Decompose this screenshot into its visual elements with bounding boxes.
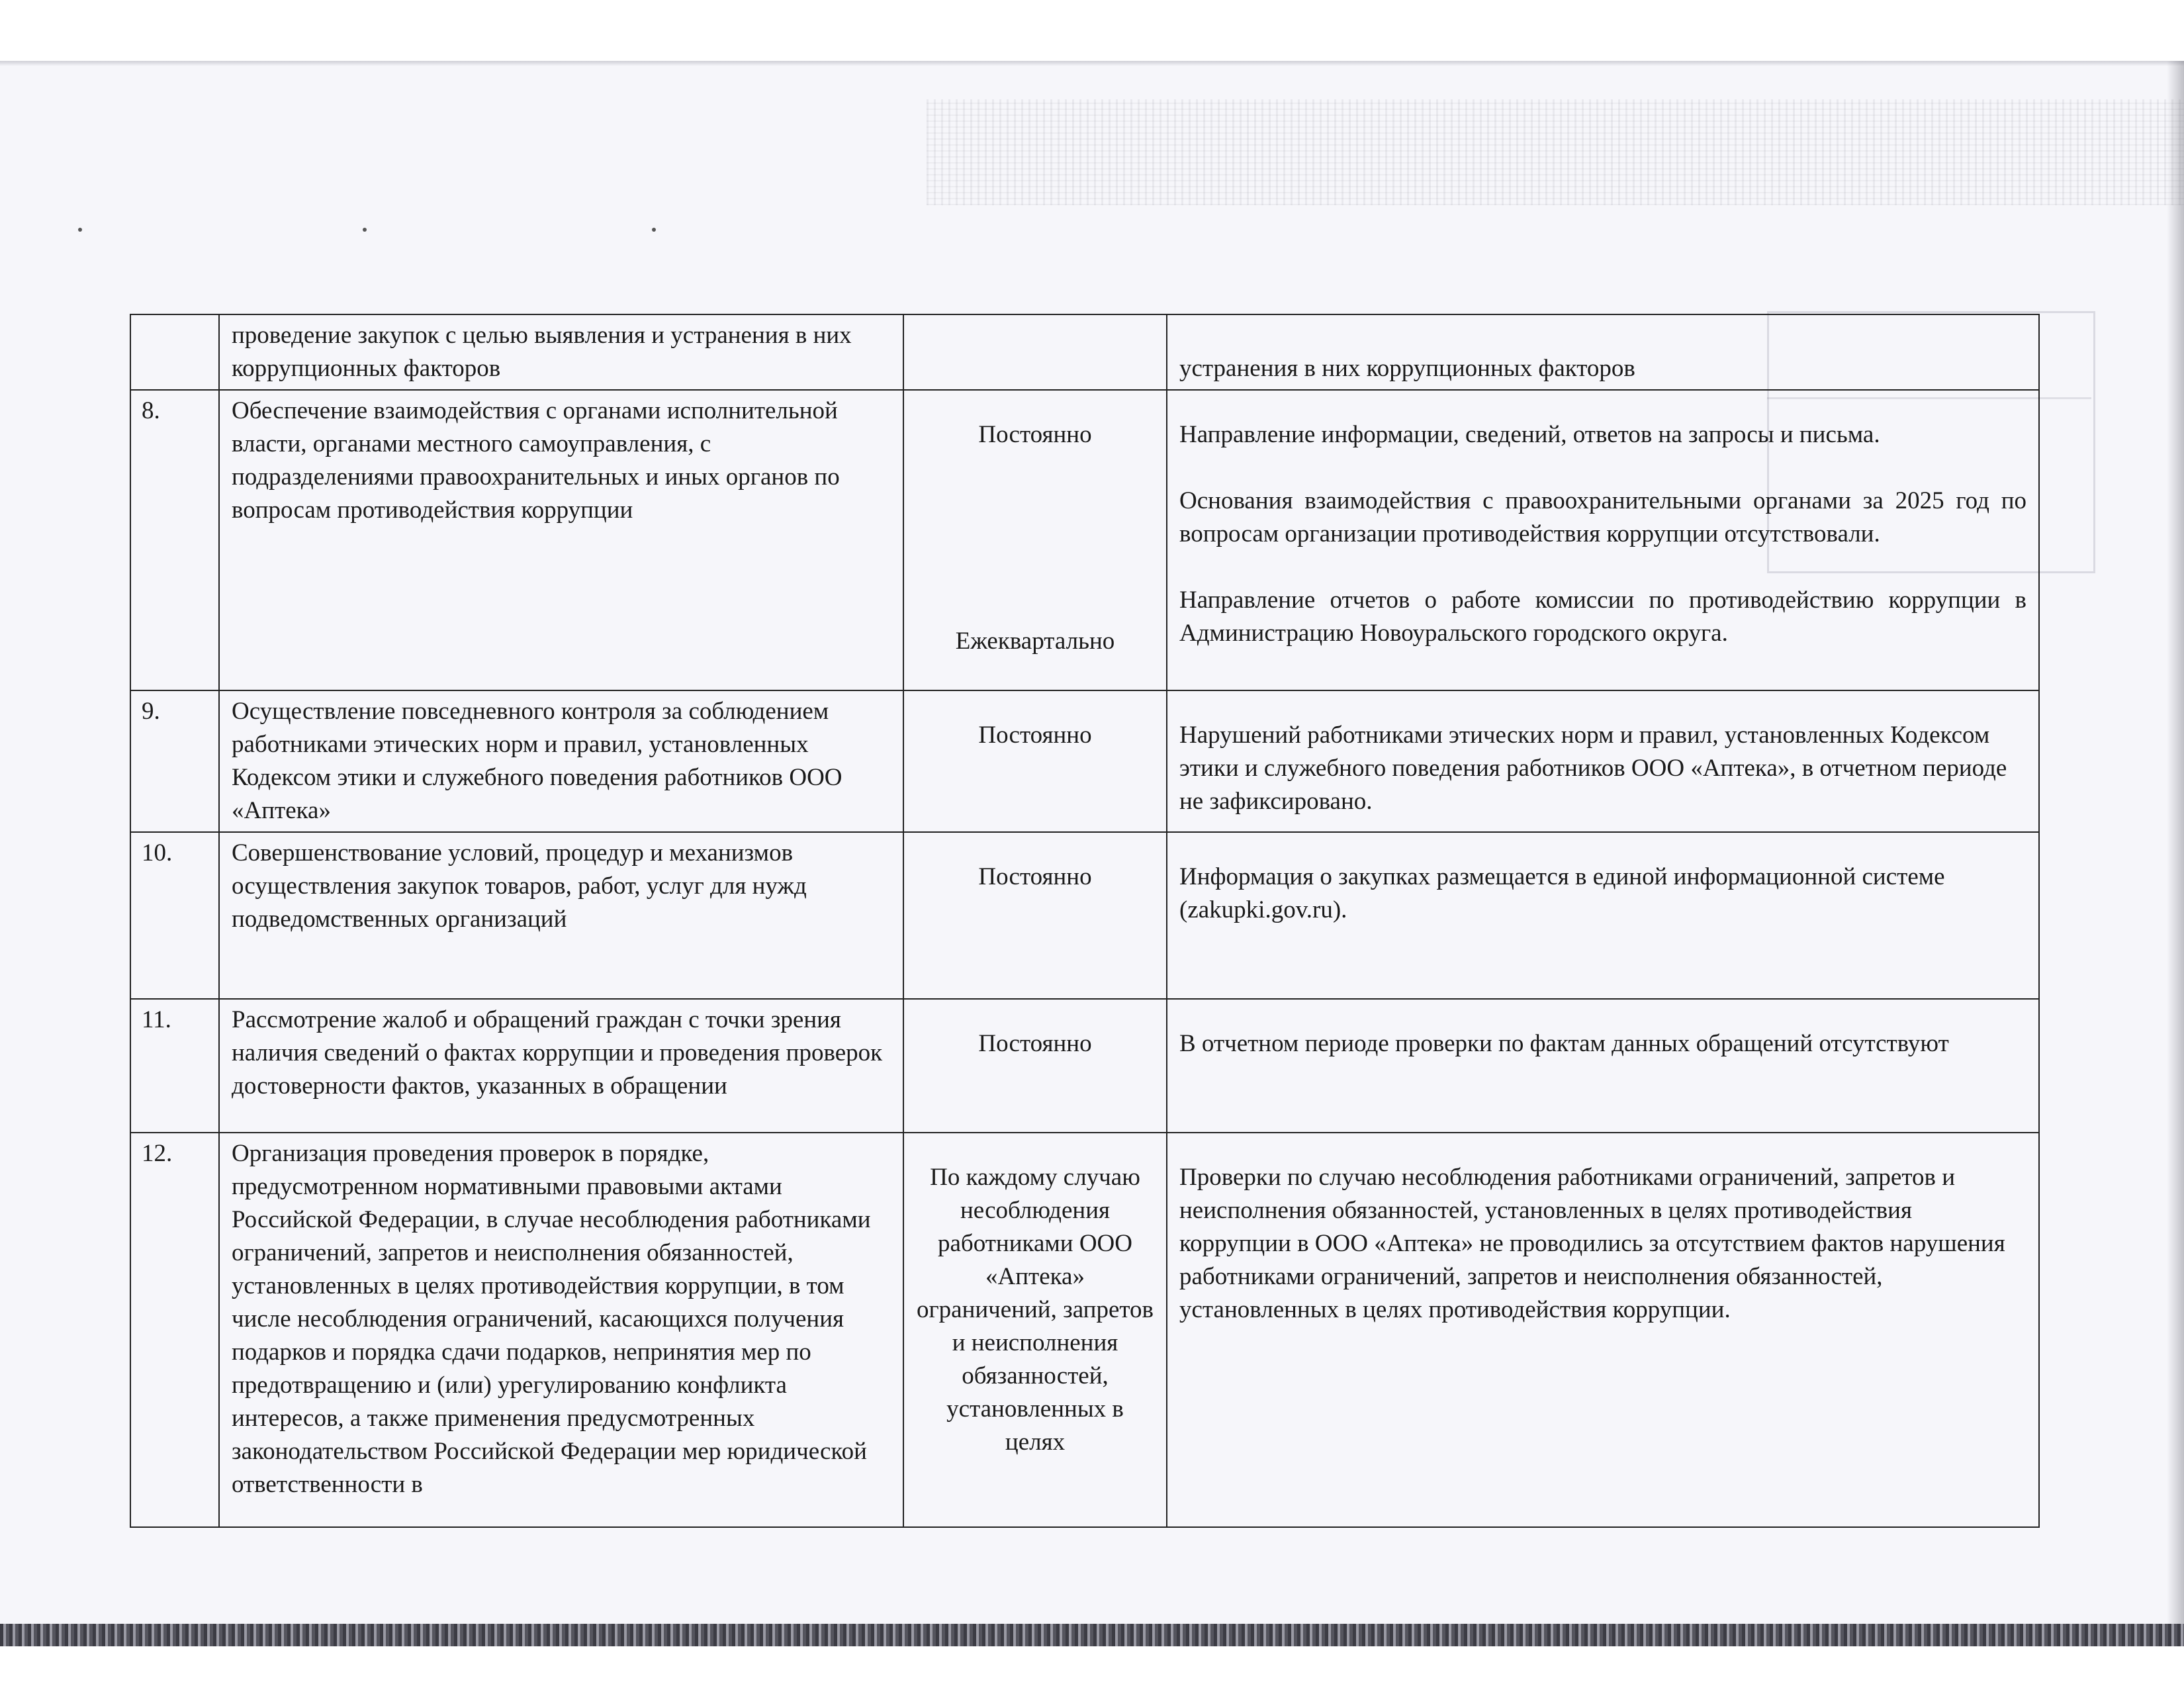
row-number: 12. [130, 1133, 219, 1527]
scan-edge-top [0, 61, 2184, 66]
row-number: 9. [130, 690, 219, 832]
term-text: Постоянно [978, 1030, 1092, 1057]
table-row-continuation [130, 314, 2039, 390]
term-text: По каждому случаю несоблюдения работниками ООО «Аптека» ограничений, запретов и неисполнения обязанностей, установленных в целях [916, 1164, 1154, 1456]
result-cell: устранения в них коррупционных факторов [1167, 314, 2039, 390]
row-number [130, 314, 219, 390]
row-number: 10. [130, 832, 219, 999]
result-cell [1167, 1133, 2039, 1527]
result-text: Информация о закупках размещается в единой информационной системе (zakupki.gov.ru). [1179, 863, 1945, 923]
result-text: Направление отчетов о работе комиссии по противодействию коррупции в Администрацию Новоуральского городского округа. [1179, 586, 2026, 647]
result-cell [1167, 390, 2039, 690]
scan-noise [927, 99, 2184, 205]
scan-speck [78, 228, 82, 232]
anticorruption-plan-table [130, 314, 2040, 1528]
result-cell [1167, 999, 2039, 1133]
result-text: В отчетном периоде проверки по фактам данных обращений отсутствуют [1179, 1030, 1949, 1057]
activity-cell: проведение закупок с целью выявления и устранения в них коррупционных факторов [219, 314, 903, 390]
result-cell [1167, 832, 2039, 999]
table-row [130, 390, 2039, 690]
table-row [130, 1133, 2039, 1527]
scan-speck [652, 228, 656, 232]
result-text: Проверки по случаю несоблюдения работниками ограничений, запретов и неисполнения обязанностей, установленных в целях противодействия коррупции в ООО «Аптека» не проводились за отсутствием фактов нарушения работниками ограничений, запретов и неисполнения обязанностей, установленных в целях противодействия коррупции. [1179, 1164, 2005, 1323]
result-text: Основания взаимодействия с правоохранительными органами за 2025 год по вопросам организации противодействия коррупции отсутствовали. [1179, 487, 2026, 547]
result-text: Нарушений работниками этических норм и правил, установленных Кодексом этики и служебного поведения работников ООО «Аптека», в отчетном периоде не зафиксировано. [1179, 722, 2007, 815]
term-cell [903, 832, 1167, 999]
term-cell [903, 999, 1167, 1133]
activity-cell: Обеспечение взаимодействия с органами исполнительной власти, органами местного самоуправления, с подразделениями правоохранительных и иных органов по вопросам противодействия коррупции [219, 390, 903, 690]
table-row [130, 999, 2039, 1133]
activity-cell: Осуществление повседневного контроля за соблюдением работниками этических норм и правил, установленных Кодексом этики и служебного поведения работников ООО «Аптека» [219, 690, 903, 832]
scan-edge-right [2167, 61, 2184, 1646]
result-cell [1167, 690, 2039, 832]
term-cell [903, 390, 1167, 690]
activity-cell: Совершенствование условий, процедур и механизмов осуществления закупок товаров, работ, услуг для нужд подведомственных организаций [219, 832, 903, 999]
term-text: Постоянно [978, 722, 1092, 749]
activity-cell: Рассмотрение жалоб и обращений граждан с точки зрения наличия сведений о фактах коррупции и проведения проверок достоверности фактов, указанных в обращении [219, 999, 903, 1133]
term-text: Постоянно [978, 421, 1092, 448]
term-cell [903, 690, 1167, 832]
row-number: 8. [130, 390, 219, 690]
term-cell [903, 1133, 1167, 1527]
activity-cell: Организация проведения проверок в порядке, предусмотренном нормативными правовыми актами Российской Федерации, в случае несоблюдения работниками ограничений, запретов и неисполнения обязанностей, установленных в целях противодействия коррупции, в том числе несоблюдения ограничений, касающихся получения подарков и порядка сдачи подарков, непринятия мер по предотвращению и (или) урегулированию конфликта интересов, а также применения предусмотренных законодательством Российской Федерации мер юридической ответственности в [219, 1133, 903, 1527]
row-number: 11. [130, 999, 219, 1133]
term-text: Постоянно [978, 863, 1092, 890]
table-row [130, 832, 2039, 999]
scan-edge-bottom [0, 1624, 2184, 1646]
term-text: Ежеквартально [955, 628, 1115, 655]
scan-speck [363, 228, 367, 232]
table-row [130, 690, 2039, 832]
term-cell [903, 314, 1167, 390]
result-text: Направление информации, сведений, ответов на запросы и письма. [1179, 421, 1880, 448]
